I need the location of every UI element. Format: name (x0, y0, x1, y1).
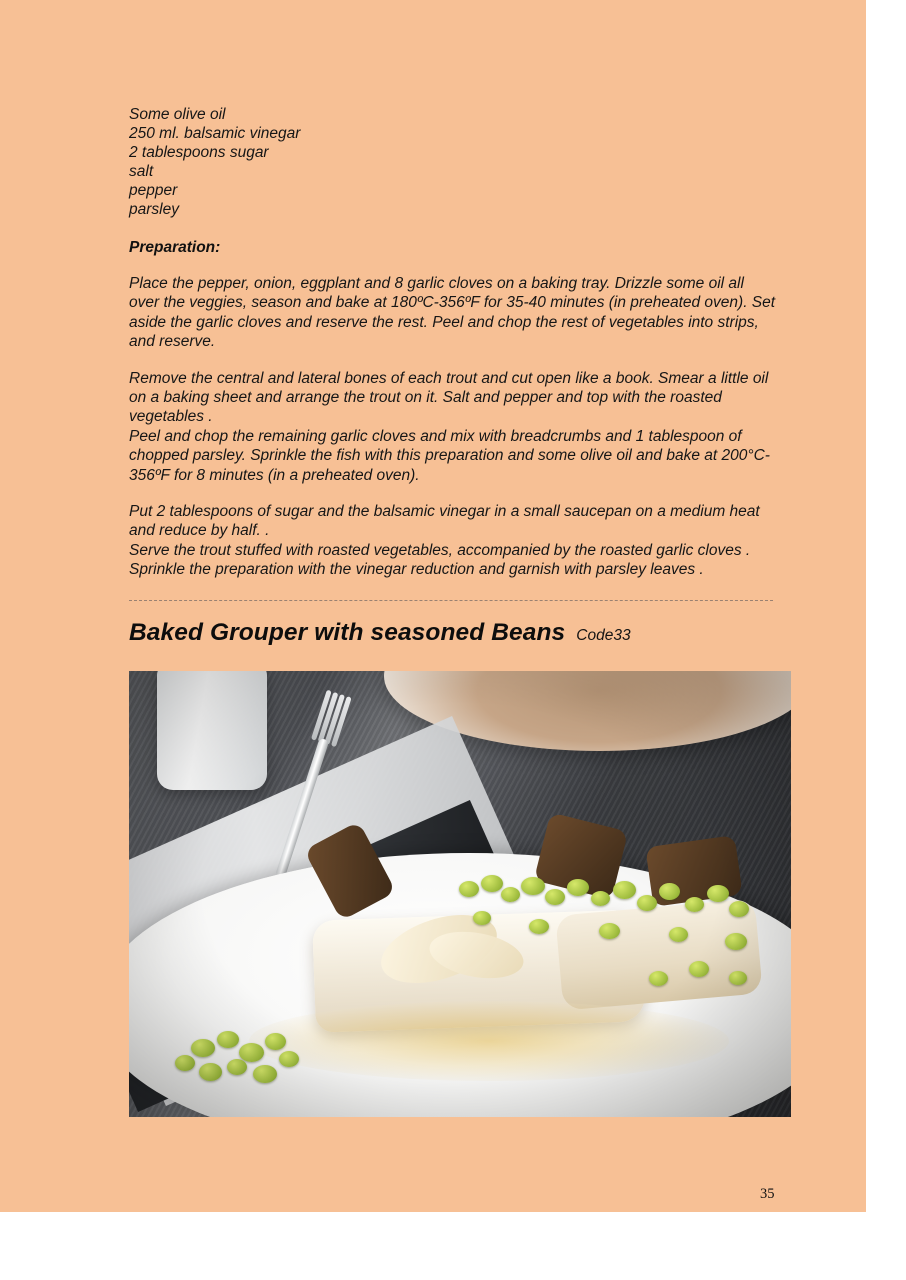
preparation-paragraph-3: Peel and chop the remaining garlic cloves and mix with breadcrumbs and 1 tablespoon of chopped parsley. Sprinkle the fish with this preparation and some olive oil and bake at 200°C-356ºF for 8 minutes (in a preheated oven). (129, 427, 770, 484)
preparation-paragraph-2: Remove the central and lateral bones of each trout and cut open like a book. Smear a little oil on a baking sheet and arrange the trout on it. Salt and pepper and top with the roasted vegetables . (129, 369, 769, 426)
recipe-photo (129, 671, 791, 1117)
preparation-paragraph-4: Put 2 tablespoons of sugar and the balsamic vinegar in a small saucepan on a medium heat and reduce by half. . (129, 503, 760, 540)
ingredient-item: Some olive oil (129, 106, 226, 123)
photo-vignette (129, 671, 791, 1117)
preparation-heading: Preparation: (129, 239, 221, 256)
recipe-title: Baked Grouper with seasoned Beans (129, 618, 566, 646)
ingredient-list (129, 105, 777, 219)
recipe-title-row (129, 619, 777, 647)
ingredient-item: parsley (129, 201, 179, 218)
ingredient-item: 250 ml. balsamic vinegar (129, 125, 301, 142)
ingredient-item: pepper (129, 182, 178, 199)
preparation-paragraph-5: Serve the trout stuffed with roasted vegetables, accompanied by the roasted garlic cloves . Sprinkle the preparation with the vinegar reduction and garnish with parsley leaves . (129, 541, 751, 579)
page-number: 35 (760, 1186, 775, 1202)
ingredient-item: salt (129, 163, 154, 180)
section-divider (129, 600, 773, 601)
page-content (129, 105, 777, 1117)
recipe-code: Code33 (576, 626, 631, 644)
preparation-paragraph-1: Place the pepper, onion, eggplant and 8 garlic cloves on a baking tray. Drizzle some oil all over the veggies, season and bake at 180ºC-356ºF for 35-40 minutes (in preheated oven). Set aside the garlic cloves and reserve the rest. Peel and chop the rest of vegetables into strips, and reserve. (129, 275, 776, 351)
ingredient-item: 2 tablespoons sugar (129, 144, 269, 161)
